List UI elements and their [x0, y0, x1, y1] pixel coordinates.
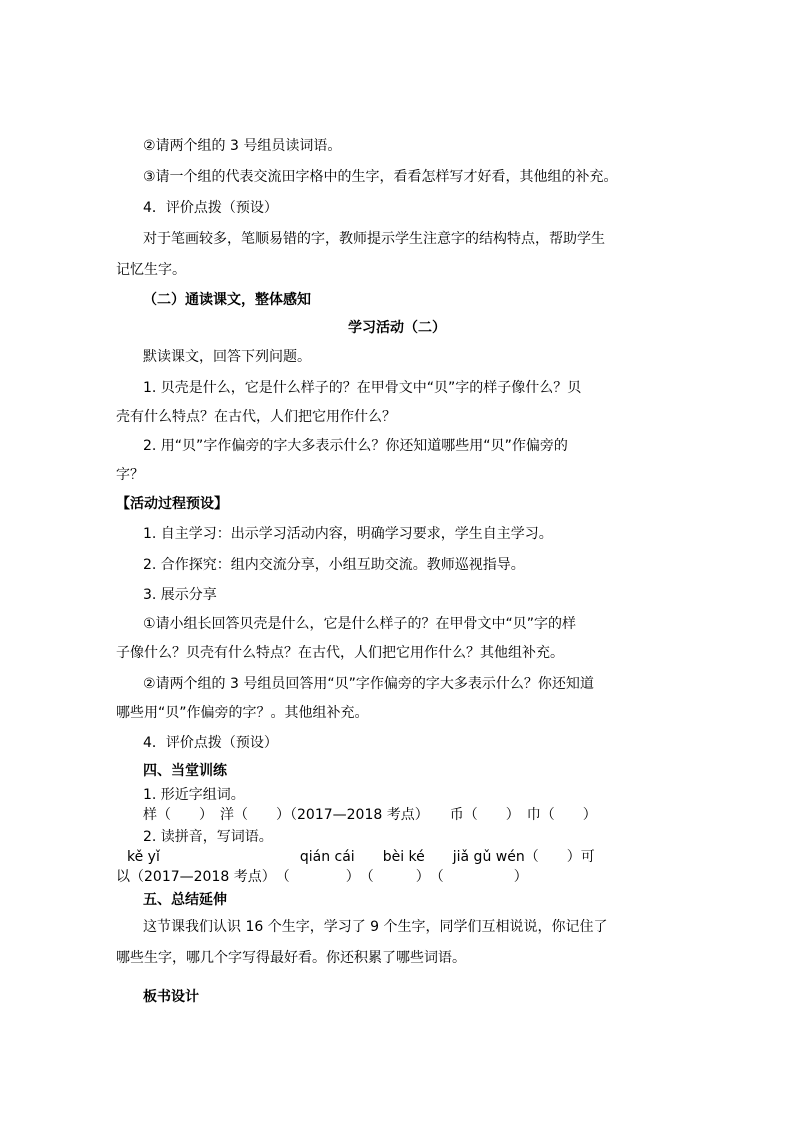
text-line: 记忆生字。 — [116, 262, 186, 278]
text-line: 4．评价点拨（预设） — [143, 735, 278, 751]
text-line: ①请小组长回答贝壳是什么，它是什么样子的？在甲骨文中“贝”字的样 — [143, 616, 577, 632]
exercise-line: 以（2017—2018 考点） （ ） （ ） （ ） — [116, 869, 528, 885]
section-heading: （二）通读课文，整体感知 — [143, 292, 311, 308]
question-line: 2. 用“贝”字作偏旁的字大多表示什么？你还知道哪些用“贝”作偏旁的 — [143, 438, 568, 454]
exercise-line: 样（ ） 洋（ ）（2017—2018 考点） 币（ ） 巾（ ） — [143, 807, 597, 823]
section-heading: 五、总结延伸 — [143, 892, 227, 908]
text-line: 2. 合作探究：组内交流分享，小组互助交流。教师巡视指导。 — [143, 557, 525, 573]
activity-title: 学习活动（二） — [348, 320, 446, 336]
section-heading: 四、当堂训练 — [143, 763, 227, 779]
pinyin-line: kě yǐ qián cái bèi ké jiǎ gǔ wén（ ）可 — [127, 849, 595, 865]
text-line: 哪些生字，哪几个字写得最好看。你还积累了哪些词语。 — [116, 950, 466, 966]
question-line: 字？ — [116, 467, 144, 483]
text-line: ②请两个组的 3 号组员回答用“贝”字作偏旁的字大多表示什么？你还知道 — [143, 676, 594, 692]
question-line: 壳有什么特点？在古代，人们把它用作什么？ — [116, 409, 396, 425]
exercise-line: 1. 形近字组词。 — [143, 787, 245, 803]
text-line: ③请一个组的代表交流田字格中的生字，看看怎样写才好看，其他组的补充。 — [143, 169, 618, 185]
text-line: 子像什么？贝壳有什么特点？在古代，人们把它用作什么？其他组补充。 — [116, 645, 564, 661]
text-line: 1. 自主学习：出示学习活动内容，明确学习要求，学生自主学习。 — [143, 526, 553, 542]
text-line: ②请两个组的 3 号组员读词语。 — [143, 138, 342, 154]
text-line: 这节课我们认识 16 个生字，学习了 9 个生字，同学们互相说说，你记住了 — [143, 919, 608, 935]
text-line: 4．评价点拨（预设） — [143, 200, 278, 216]
text-line: 3. 展示分享 — [143, 587, 217, 603]
exercise-line: 2. 读拼音，写词语。 — [143, 829, 273, 845]
section-heading: 【活动过程预设】 — [116, 496, 228, 512]
text-line: 默读课文，回答下列问题。 — [143, 349, 311, 365]
section-heading: 板书设计 — [143, 989, 199, 1005]
question-line: 1. 贝壳是什么，它是什么样子的？在甲骨文中“贝”字的样子像什么？贝 — [143, 380, 582, 396]
text-line: 对于笔画较多，笔顺易错的字，教师提示学生注意字的结构特点，帮助学生 — [143, 231, 605, 247]
text-line: 哪些用“贝”作偏旁的字？。其他组补充。 — [116, 705, 369, 721]
